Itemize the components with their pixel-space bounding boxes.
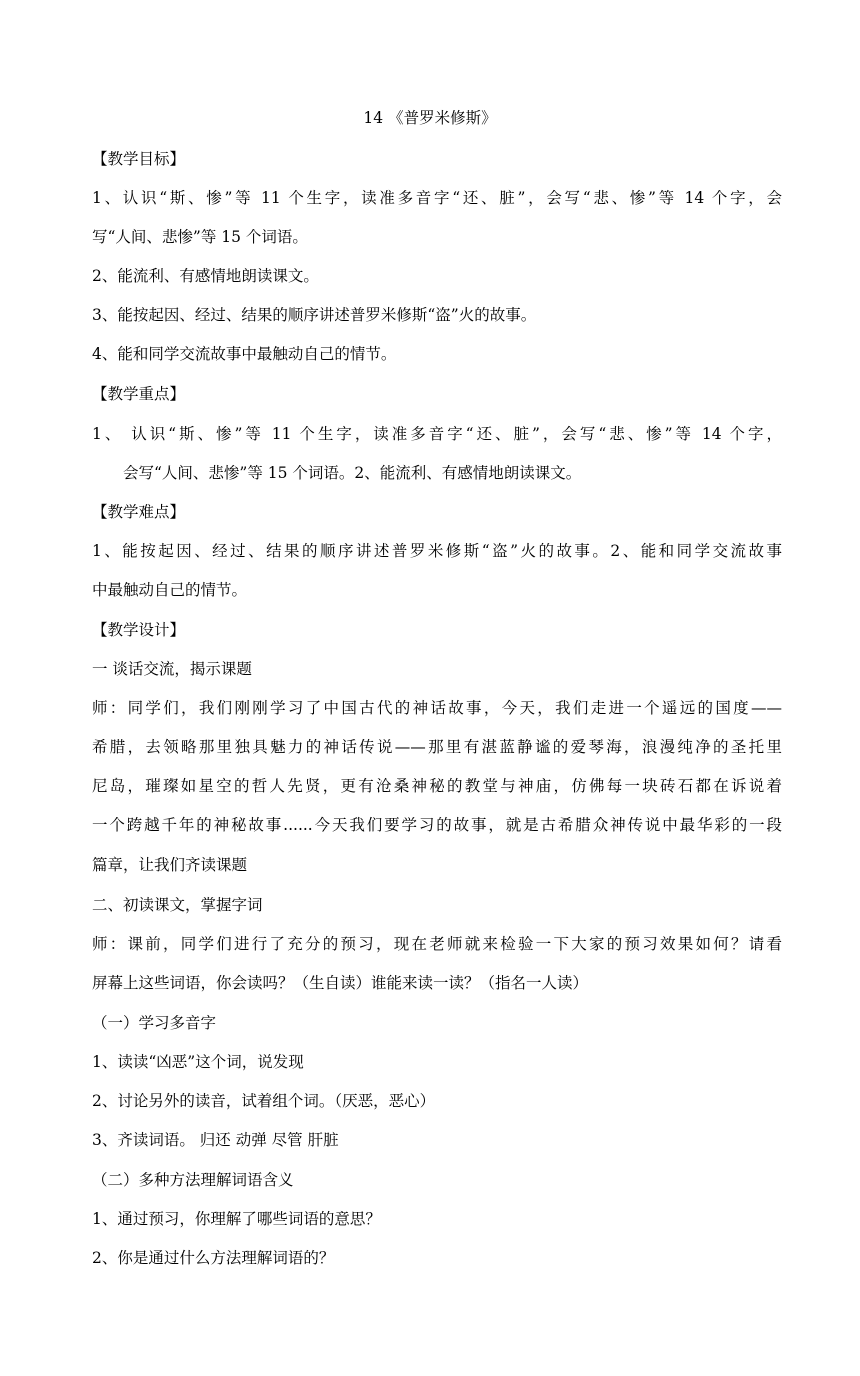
paragraph-line: 屏幕上这些词语，你会读吗？（生自读）谁能来读一读？（指名一人读） bbox=[92, 974, 589, 992]
paragraph-line: 一个跨越千年的神秘故事......今天我们要学习的故事，就是古希腊众神传说中最华彩的一段 bbox=[92, 816, 782, 834]
paragraph-line: 1、认识“斯、惨”等 11 个生字，读准多音字“还、脏”，会写“悲、惨”等 14 个字，会 bbox=[92, 189, 782, 207]
section-heading: 二、初读课文，掌握字词 bbox=[92, 896, 263, 914]
list-item: 2、讨论另外的读音，试着组个词。（厌恶，恶心） bbox=[92, 1092, 436, 1110]
paragraph-line: 希腊，去领略那里独具魅力的神话传说——那里有湛蓝静谧的爱琴海，浪漫纯净的圣托里 bbox=[92, 738, 782, 756]
paragraph-line: 1、能按起因、经过、结果的顺序讲述普罗米修斯“盗”火的故事。2、能和同学交流故事 bbox=[92, 542, 782, 560]
heading-difficulties: 【教学难点】 bbox=[92, 503, 186, 521]
paragraph-line: 2、能流利、有感情地朗读课文。 bbox=[92, 267, 319, 285]
paragraph-line: 写“人间、悲惨”等 15 个词语。 bbox=[92, 228, 308, 246]
heading-design: 【教学设计】 bbox=[92, 621, 186, 639]
paragraph-line: 会写“人间、悲惨”等 15 个词语。2、能流利、有感情地朗读课文。 bbox=[123, 464, 582, 482]
paragraph-line: 师：同学们，我们刚刚学习了中国古代的神话故事，今天，我们走进一个遥远的国度—— bbox=[92, 699, 782, 717]
list-item: 2、你是通过什么方法理解词语的？ bbox=[92, 1249, 335, 1267]
paragraph-line: 4、能和同学交流故事中最触动自己的情节。 bbox=[92, 345, 397, 363]
heading-key-points: 【教学重点】 bbox=[92, 385, 186, 403]
heading-objectives: 【教学目标】 bbox=[92, 150, 186, 168]
subsection-heading: （二）多种方法理解词语含义 bbox=[92, 1171, 294, 1189]
list-item: 1、通过预习，你理解了哪些词语的意思？ bbox=[92, 1210, 381, 1228]
document-title: 14 《普罗米修斯》 bbox=[363, 109, 497, 127]
section-heading: 一 谈话交流，揭示课题 bbox=[92, 660, 252, 678]
paragraph-line: 尼岛，璀璨如星空的哲人先贤，更有沧桑神秘的教堂与神庙，仿佛每一块砖石都在诉说着 bbox=[92, 777, 782, 795]
list-item: 1、读读“凶恶”这个词，说发现 bbox=[92, 1053, 304, 1071]
subsection-heading: （一）学习多音字 bbox=[92, 1014, 217, 1032]
paragraph-line: 中最触动自己的情节。 bbox=[92, 581, 248, 599]
paragraph-line: 师：课前，同学们进行了充分的预习，现在老师就来检验一下大家的预习效果如何？请看 bbox=[92, 935, 782, 953]
paragraph-line: 3、能按起因、经过、结果的顺序讲述普罗米修斯“盗”火的故事。 bbox=[92, 306, 537, 324]
list-item: 3、齐读词语。 归还 动弹 尽管 肝脏 bbox=[92, 1131, 339, 1149]
paragraph-line: 1、 认识“斯、惨”等 11 个生字，读准多音字“还、脏”，会写“悲、惨”等 14 个字， bbox=[92, 425, 782, 443]
paragraph-line: 篇章，让我们齐读课题 bbox=[92, 856, 248, 874]
